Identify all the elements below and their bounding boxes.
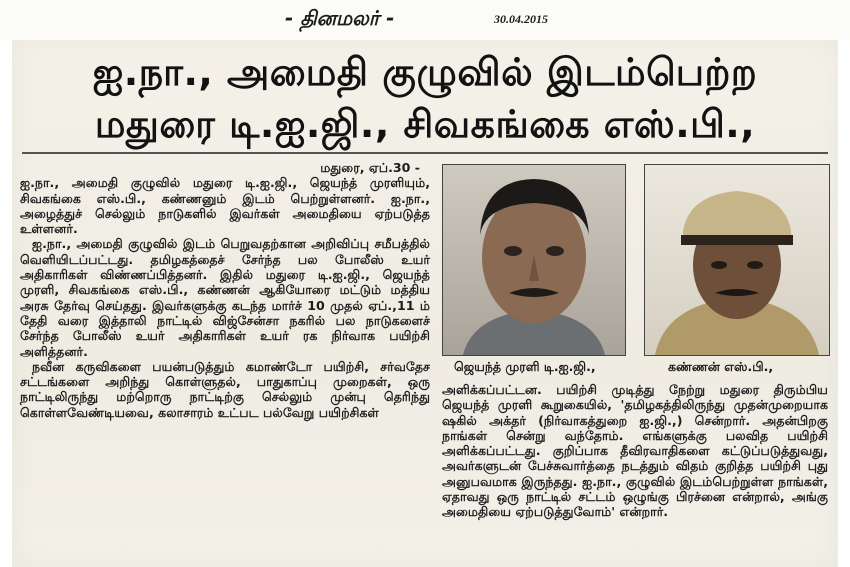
article-paragraph-3: நவீன கருவிகளை பயன்படுத்தும் கமாண்டோ பயிற்சி, சர்வதேச சட்டங்களை அறிந்து கொள்ளுதல், பாதுகாப்பு முறைகள், ஒரு நாட்டிலிருந்து மற்றொரு நாட்டிற்கு செல்லும் முன்பு தெரிந்து கொள்ளவேண்டியவை, கலாசாரம் உட்பட பல்வேறு பயிற்சிகள்	[20, 358, 430, 420]
newspaper-clipping	[12, 40, 838, 567]
photo-caption-right: கண்ணன் எஸ்.பி.,	[668, 359, 774, 374]
article-paragraph-4: அளிக்கப்பட்டன. பயிற்சி முடித்து நேற்று மதுரை திரும்பிய ஜெயந்த் முரளி கூறுகையில், 'தமிழகத்திலிருந்து முதன்முறையாக ஷகில் அக்தர் (நிர்வாகத்துறை ஐ.ஜி.,) சென்றார். அதன்பிறகு நாங்கள் சென்று வந்தோம். எங்களுக்கு பலவித பயிற்சி அளிக்கப்பட்டது. குறிப்பாக தீவிரவாதிகளை கட்டுப்படுத்துவது, அவர்களுடன் பேச்சுவார்த்தை நடத்தும் விதம் குறித்த பயிற்சி புது அனுபவமாக இருந்தது. ஐ.நா., குழுவில் இடம்பெற்றுள்ள நாங்கள், ஏதாவது ஒரு நாட்டில் சட்டம் ஒழுங்கு பிரச்னை என்றால், அங்கு அமைதியை ஏற்படுத்துவோம்' என்றார்.	[442, 382, 828, 520]
article-paragraph-1: ஐ.நா., அமைதி குழுவில் மதுரை டி.ஐ.ஜி., ஜெயந்த் முரளியும், சிவகங்கை எஸ்.பி., கண்ணனும் இடம் பெற்றுள்ளனர். ஐ.நா., அழைத்துச் செல்லும் நாடுகளில் இவர்கள் அமைதியை ஏற்படுத்த உள்ளனர்.	[20, 175, 430, 237]
headline-line-2: மதுரை டி.ஐ.ஜி., சிவகங்கை எஸ்.பி.,	[94, 102, 756, 146]
headline-line-1: ஐ.நா., அமைதி குழுவில் இடம்பெற்ற	[92, 50, 758, 94]
photo-jayanth-murali	[442, 164, 626, 356]
headline-divider	[22, 152, 828, 154]
dateline: மதுரை, ஏப்.30 -	[320, 160, 420, 175]
masthead	[0, 0, 850, 40]
article-paragraph-2: ஐ.நா., அமைதி குழுவில் இடம் பெறுவதற்கான அறிவிப்பு சமீபத்தில் வெளியிடப்பட்டது. தமிழகத்தைச் சேர்ந்த பல போலீஸ் உயர் அதிகாரிகள் விண்ணப்பித்தனர். இதில் மதுரை டி.ஐ.ஜி., ஜெயந்த் முரளி, சிவகங்கை எஸ்.பி., கண்ணன் ஆகியோரை மட்டும் மத்திய அரசு தேர்வு செய்தது. இவர்களுக்கு கடந்த மார்ச் 10 முதல் ஏப்.,11 ம் தேதி வரை இத்தாலி நாட்டில் விஜ்சேன்சா நகரில் பல நாடுகளைச் சேர்ந்த போலீஸ் உயர் அதிகாரிகள் உயர் ரக நிர்வாக பயிற்சி அளித்தனர்.	[20, 236, 430, 359]
article-right-column	[442, 382, 828, 520]
photo-caption-left: ஜெயந்த் முரளி டி.ஐ.ஜி.,	[454, 359, 596, 374]
photo-kannan	[644, 164, 830, 356]
publication-date: 30.04.2015	[494, 12, 548, 26]
article-left-column	[20, 160, 430, 420]
newspaper-name: - தினமலர் -	[285, 6, 395, 30]
